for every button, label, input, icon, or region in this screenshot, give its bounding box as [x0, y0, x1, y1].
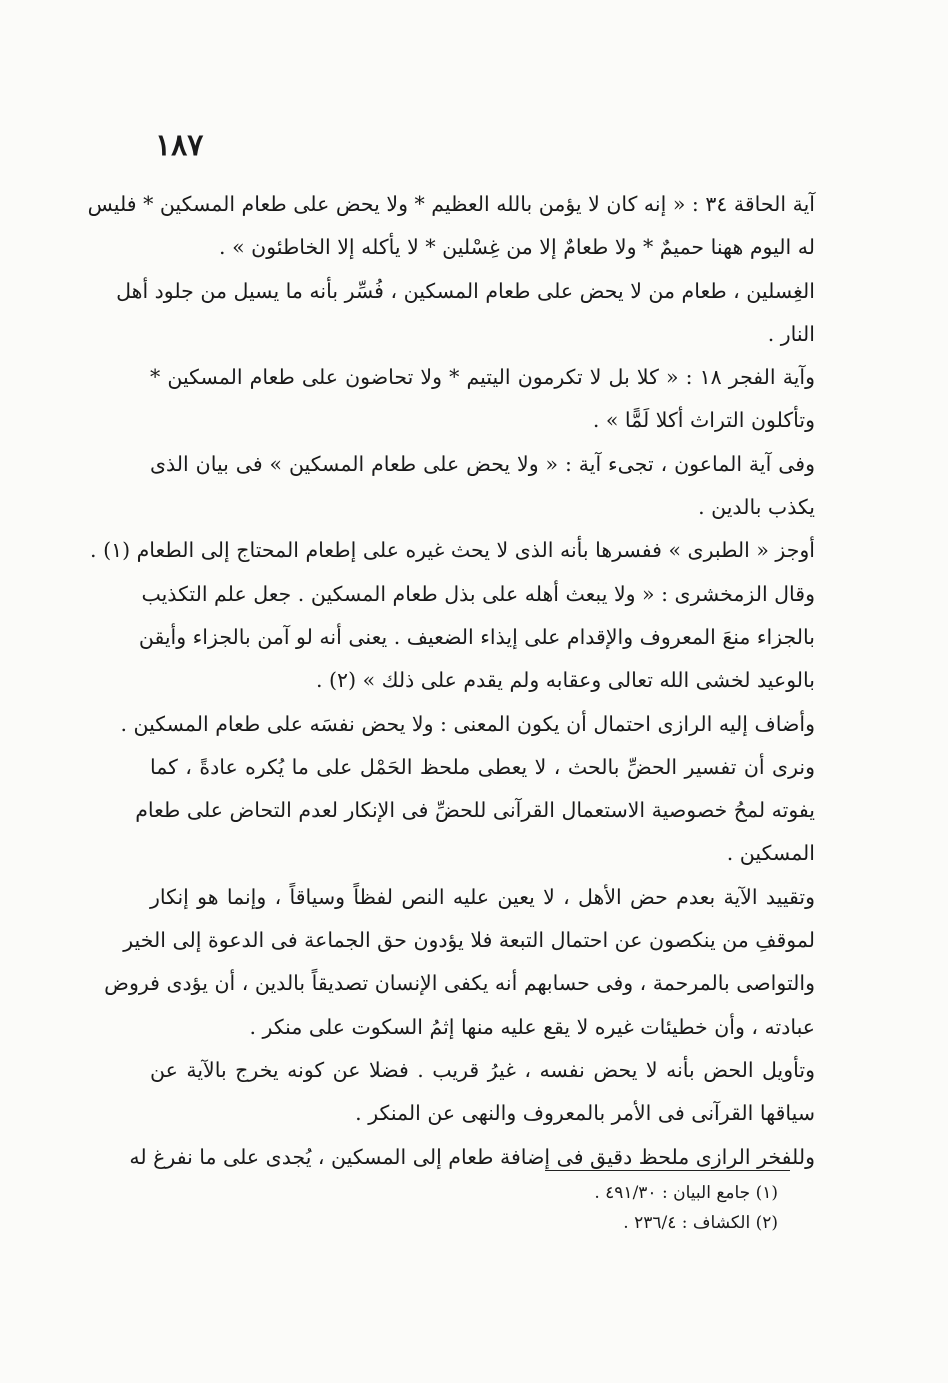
footnote-1: (١) جامع البيان : ٤٩١/٣٠ . [594, 1183, 778, 1203]
page-number: ١٨٧ [155, 128, 204, 163]
text-line: والتواصى بالمرحمة ، وفى حسابهم أنه يكفى الإنسان تصديقاً بالدين ، أن يؤدى فروض [104, 971, 815, 996]
text-line: وأضاف إليه الرازى احتمال أن يكون المعنى : ولا يحض نفسَه على طعام المسكين . [120, 711, 815, 736]
text-line: وتقييد الآية بعدم حض الأهل ، لا يعين عليه النص لفظاً وسياقاً ، وإنما هو إنكار [150, 884, 815, 909]
text-line: وللفخر الرازى ملحظ دقيق فى إضافة طعام إلى المسكين ، يُجدى على ما نفرغ له [129, 1144, 815, 1169]
text-line: وآية الفجر ١٨ : « كلا بل لا تكرمون اليتيم * ولا تحاضون على طعام المسكين * [150, 365, 816, 390]
text-line: وتأويل الحض بأنه لا يحض نفسه ، غيرُ قريب . فضلا عن كونه يخرج بالآية عن [150, 1057, 815, 1082]
text-line: وقال الزمخشرى : « ولا يبعث أهله على بذل طعام المسكين . جعل علم التكذيب [141, 581, 815, 606]
text-line: الغِسلين ، طعام من لا يحض على طعام المسكين ، فُسِّر بأنه ما يسيل من جلود أهل [116, 278, 815, 303]
footnotes [518, 1178, 778, 1238]
text-line: المسكين . [726, 841, 815, 866]
text-line: آية الحاقة ٣٤ : « إنه كان لا يؤمن بالله العظيم * ولا يحض على طعام المسكين * فليس [87, 192, 815, 216]
text-line: النار . [767, 321, 815, 346]
text-line: وتأكلون التراث أكلا لَمًّا » . [592, 408, 815, 433]
text-line: أوجز « الطبرى » ففسرها بأنه الذى لا يحث غيره على إطعام المحتاج إلى الطعام (١) . [90, 538, 815, 563]
text-line: بالجزاء منعَ المعروف والإقدام على إيذاء الضعيف . يعنى أنه لو آمن بالجزاء وأيقن [138, 624, 815, 649]
text-line: لموقفِ من ينكصون عن احتمال التبعة فلا يؤدون حق الجماعة فى الدعوة إلى الخير [123, 928, 815, 953]
text-line: بالوعيد لخشى الله تعالى وعقابه ولم يقدم على ذلك » (٢) . [316, 668, 815, 693]
footnote-divider [545, 1170, 790, 1171]
text-line: يفوته لمحُ خصوصية الاستعمال القرآنى للحضِّ فى الإنكار لعدم التحاض على طعام [135, 798, 815, 823]
text-line: سياقها القرآنى فى الأمر بالمعروف والنهى عن المنكر . [355, 1101, 815, 1126]
text-line: له اليوم ههنا حميمٌ * ولا طعامٌ إلا من غِسْلين * لا يأكله إلا الخاطئون » . [219, 235, 815, 260]
text-line: يكذب بالدين . [698, 495, 815, 520]
footnote-2: (٢) الكشاف : ٢٣٦/٤ . [623, 1213, 778, 1233]
text-line: عبادته ، وأن خطيئات غيره لا يقع عليه منها إثمُ السكوت على منكر . [249, 1014, 815, 1039]
body-text [87, 183, 816, 1179]
text-line: ونرى أن تفسير الحضِّ بالحث ، لا يعطى ملحظ الحَمْل على ما يُكره عادةً ، كما [150, 754, 815, 779]
text-line: وفى آية الماعون ، تجىء آية : « ولا يحض على طعام المسكين » فى بيان الذى [150, 451, 815, 476]
